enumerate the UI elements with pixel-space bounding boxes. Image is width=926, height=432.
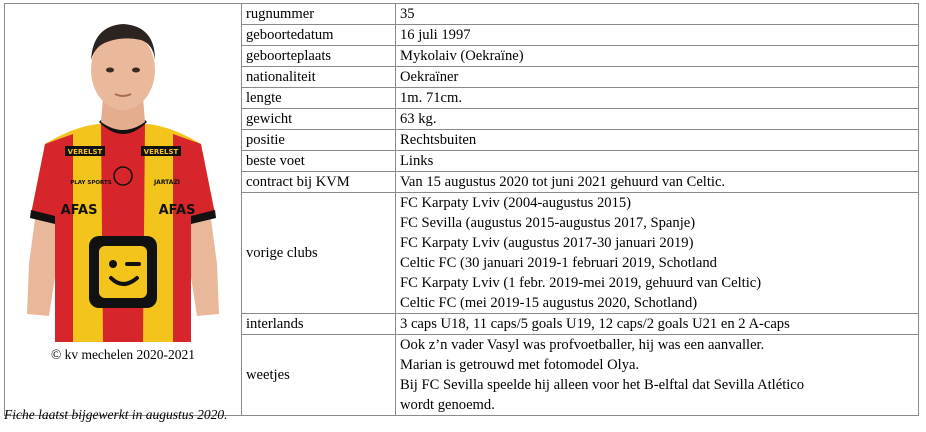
label-weetjes: weetjes xyxy=(242,335,396,416)
label-geboortedatum: geboortedatum xyxy=(242,25,396,46)
club-entry: Celtic FC (mei 2019-15 augustus 2020, Schotland) xyxy=(400,295,698,311)
label-vorige-clubs: vorige clubs xyxy=(242,193,396,314)
chest-left-sponsor: PLAY SPORTS xyxy=(70,180,112,186)
value-interlands: 3 caps U18, 11 caps/5 goals U19, 12 caps/2 goals U21 en 2 A-caps xyxy=(396,314,919,335)
value-beste-voet: Links xyxy=(396,151,919,172)
label-geboorteplaats: geboorteplaats xyxy=(242,46,396,67)
value-contract: Van 15 augustus 2020 tot juni 2021 gehuurd van Celtic. xyxy=(396,172,919,193)
left-shoulder-sponsor: VERELST xyxy=(67,148,103,156)
club-crest-icon xyxy=(114,167,132,185)
player-portrait-image xyxy=(15,14,231,342)
front-right-sponsor: AFAS xyxy=(158,203,196,218)
label-contract: contract bij KVM xyxy=(242,172,396,193)
value-positie: Rechtsbuiten xyxy=(396,130,919,151)
label-interlands: interlands xyxy=(242,314,396,335)
player-fact-sheet xyxy=(4,3,919,416)
player-photo xyxy=(5,4,241,342)
club-entry: FC Sevilla (augustus 2015-augustus 2017, Spanje) xyxy=(400,215,696,231)
value-geboortedatum: 16 juli 1997 xyxy=(396,25,919,46)
value-gewicht: 63 kg. xyxy=(396,109,919,130)
value-weetjes xyxy=(396,335,919,416)
value-nationaliteit: Oekraïner xyxy=(396,67,919,88)
label-gewicht: gewicht xyxy=(242,109,396,130)
value-geboorteplaats: Mykolaiv (Oekraïne) xyxy=(396,46,919,67)
label-nationaliteit: nationaliteit xyxy=(242,67,396,88)
chest-right-sponsor: JARTAZI xyxy=(153,179,181,186)
fact-line: Bij FC Sevilla speelde hij alleen voor het B-elftal dat Sevilla Atlético xyxy=(400,377,805,393)
label-beste-voet: beste voet xyxy=(242,151,396,172)
label-positie: positie xyxy=(242,130,396,151)
value-rugnummer: 35 xyxy=(396,4,919,25)
club-entry: FC Karpaty Lviv (1 febr. 2019-mei 2019, gehuurd van Celtic) xyxy=(400,275,762,291)
club-entry: Celtic FC (30 januari 2019-1 februari 2019, Schotland xyxy=(400,255,717,271)
photo-cell xyxy=(5,4,242,416)
front-left-sponsor: AFAS xyxy=(60,203,98,218)
fact-line: wordt genoemd. xyxy=(400,397,495,413)
right-shoulder-sponsor: VERELST xyxy=(143,148,179,156)
club-entry: FC Karpaty Lviv (2004-augustus 2015) xyxy=(400,195,632,211)
club-entry: FC Karpaty Lviv (augustus 2017-30 januari 2019) xyxy=(400,235,694,251)
value-lengte: 1m. 71cm. xyxy=(396,88,919,109)
label-rugnummer: rugnummer xyxy=(242,4,396,25)
fact-line: Marian is getrouwd met fotomodel Olya. xyxy=(400,357,640,373)
fact-line: Ook z’n vader Vasyl was profvoetballer, hij was een aanvaller. xyxy=(400,337,765,353)
update-note: Fiche laatst bijgewerkt in augustus 2020. xyxy=(4,407,228,422)
label-lengte: lengte xyxy=(242,88,396,109)
value-vorige-clubs xyxy=(396,193,919,314)
photo-caption: © kv mechelen 2020-2021 xyxy=(50,347,196,362)
